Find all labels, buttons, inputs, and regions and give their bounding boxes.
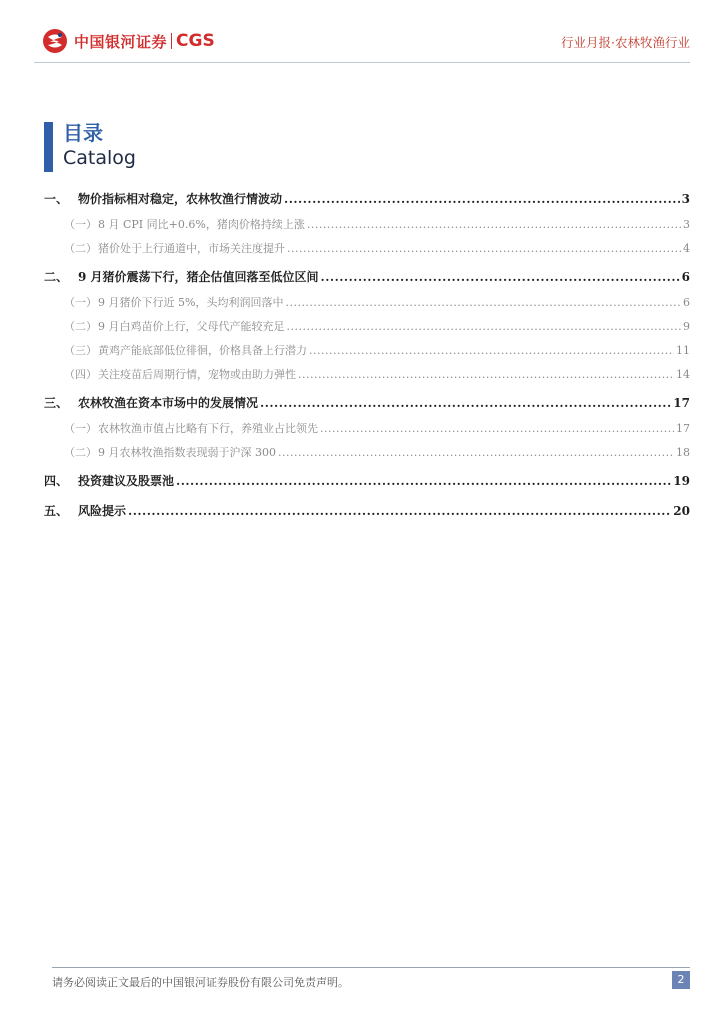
toc-entry-title: 9 月猪价震荡下行，猪企估值回落至低位区间 [78,270,319,284]
toc-subsection-link[interactable] [44,216,690,240]
footer-disclaimer: 请务必阅读正文最后的中国银河证券股份有限公司免责声明。 [52,976,349,989]
toc-subsection-link[interactable] [44,240,690,264]
logo-divider [171,33,172,49]
company-logo [42,28,215,54]
toc-leader-dots [287,240,681,258]
industry-name: 农林牧渔行业 [614,35,690,50]
header-divider [34,62,690,63]
toc-subsection-link[interactable] [44,342,690,366]
toc-title-cn: 目录 [63,121,103,145]
page-header [0,0,724,70]
toc-page-number: 20 [673,504,690,518]
toc-page-number: 11 [676,344,690,357]
toc-entry-title: 农林牧渔市值占比略有下行，养殖业占比领先 [98,422,318,435]
toc-page-number: 3 [683,218,690,231]
toc-page-number: 6 [683,296,690,309]
logo-cgs: CGS [176,31,215,51]
toc-section-link[interactable] [44,394,690,420]
toc-number: 五、 [44,504,69,518]
toc-section-link[interactable] [44,472,690,498]
toc-leader-dots [287,318,682,336]
toc-leader-dots [128,502,671,520]
logo-text: 中国银河证券 [74,32,168,51]
toc-entry-title: 黄鸡产能底部低位徘徊，价格具备上行潜力 [98,344,307,357]
toc-number: （一） [64,218,97,231]
toc-number: （一） [64,296,97,309]
toc-page-number: 9 [683,320,690,333]
toc-page-number: 18 [676,446,690,459]
toc-number: （二） [64,320,97,333]
toc-entry-title: 风险提示 [78,504,127,518]
toc-entry-title: 投资建议及股票池 [78,474,175,488]
toc-number: （二） [64,446,97,459]
toc-leader-dots [284,190,680,208]
toc-entry-title: 9 月白鸡苗价上行，父母代产能较充足 [98,320,285,333]
toc-entry-title: 物价指标相对稳定，农林牧渔行情波动 [78,192,283,206]
toc-number: 一、 [44,192,69,206]
toc-page-number: 6 [681,270,690,284]
toc-page-number: 3 [681,192,690,206]
toc-page-number: 19 [673,474,690,488]
title-accent-bar [44,122,53,172]
cgs-logo-icon [42,28,68,54]
report-type: 行业月报· [561,35,615,50]
toc-number: （一） [64,422,97,435]
toc-leader-dots [321,268,680,286]
toc-page-number: 14 [676,368,690,381]
toc-entry-title: 9 月农林牧渔指数表现弱于沪深 300 [98,446,276,459]
toc-leader-dots [176,472,671,490]
toc-entry-title: 8 月 CPI 同比+0.6%，猪肉价格持续上涨 [98,218,305,231]
toc-leader-dots [285,294,681,312]
toc-number: （三） [64,344,97,357]
footer-divider [52,967,690,968]
toc-subsection-link[interactable] [44,318,690,342]
toc-number: （四） [64,368,97,381]
toc-entry-title: 关注疫苗后周期行情，宠物或由助力弹性 [98,368,296,381]
toc-title-en: Catalog [63,147,136,169]
report-category [561,33,690,51]
toc-leader-dots [278,444,674,462]
toc-section-link[interactable] [44,268,690,294]
toc-number: （二） [64,242,97,255]
toc-subsection-link[interactable] [44,294,690,318]
toc-entry-title: 农林牧渔在资本市场中的发展情况 [78,396,259,410]
toc-subsection-link[interactable] [44,420,690,444]
page-number: 2 [672,971,690,989]
toc-leader-dots [260,394,671,412]
toc-leader-dots [309,342,674,360]
toc-section-link[interactable] [44,190,690,216]
toc-page-number: 17 [676,422,690,435]
toc-leader-dots [307,216,681,234]
toc-number: 二、 [44,270,69,284]
toc-entry-title: 猪价处于上行通道中，市场关注度提升 [98,242,285,255]
toc-number: 四、 [44,474,69,488]
table-of-contents [44,190,690,528]
toc-entry-title: 9 月猪价下行近 5%，头均利润回落中 [98,296,284,309]
toc-section-link[interactable] [44,502,690,528]
toc-subsection-link[interactable] [44,366,690,390]
toc-page-number: 17 [673,396,690,410]
toc-subsection-link[interactable] [44,444,690,468]
toc-leader-dots [320,420,674,438]
toc-leader-dots [298,366,674,384]
toc-number: 三、 [44,396,69,410]
toc-page-number: 4 [683,242,690,255]
